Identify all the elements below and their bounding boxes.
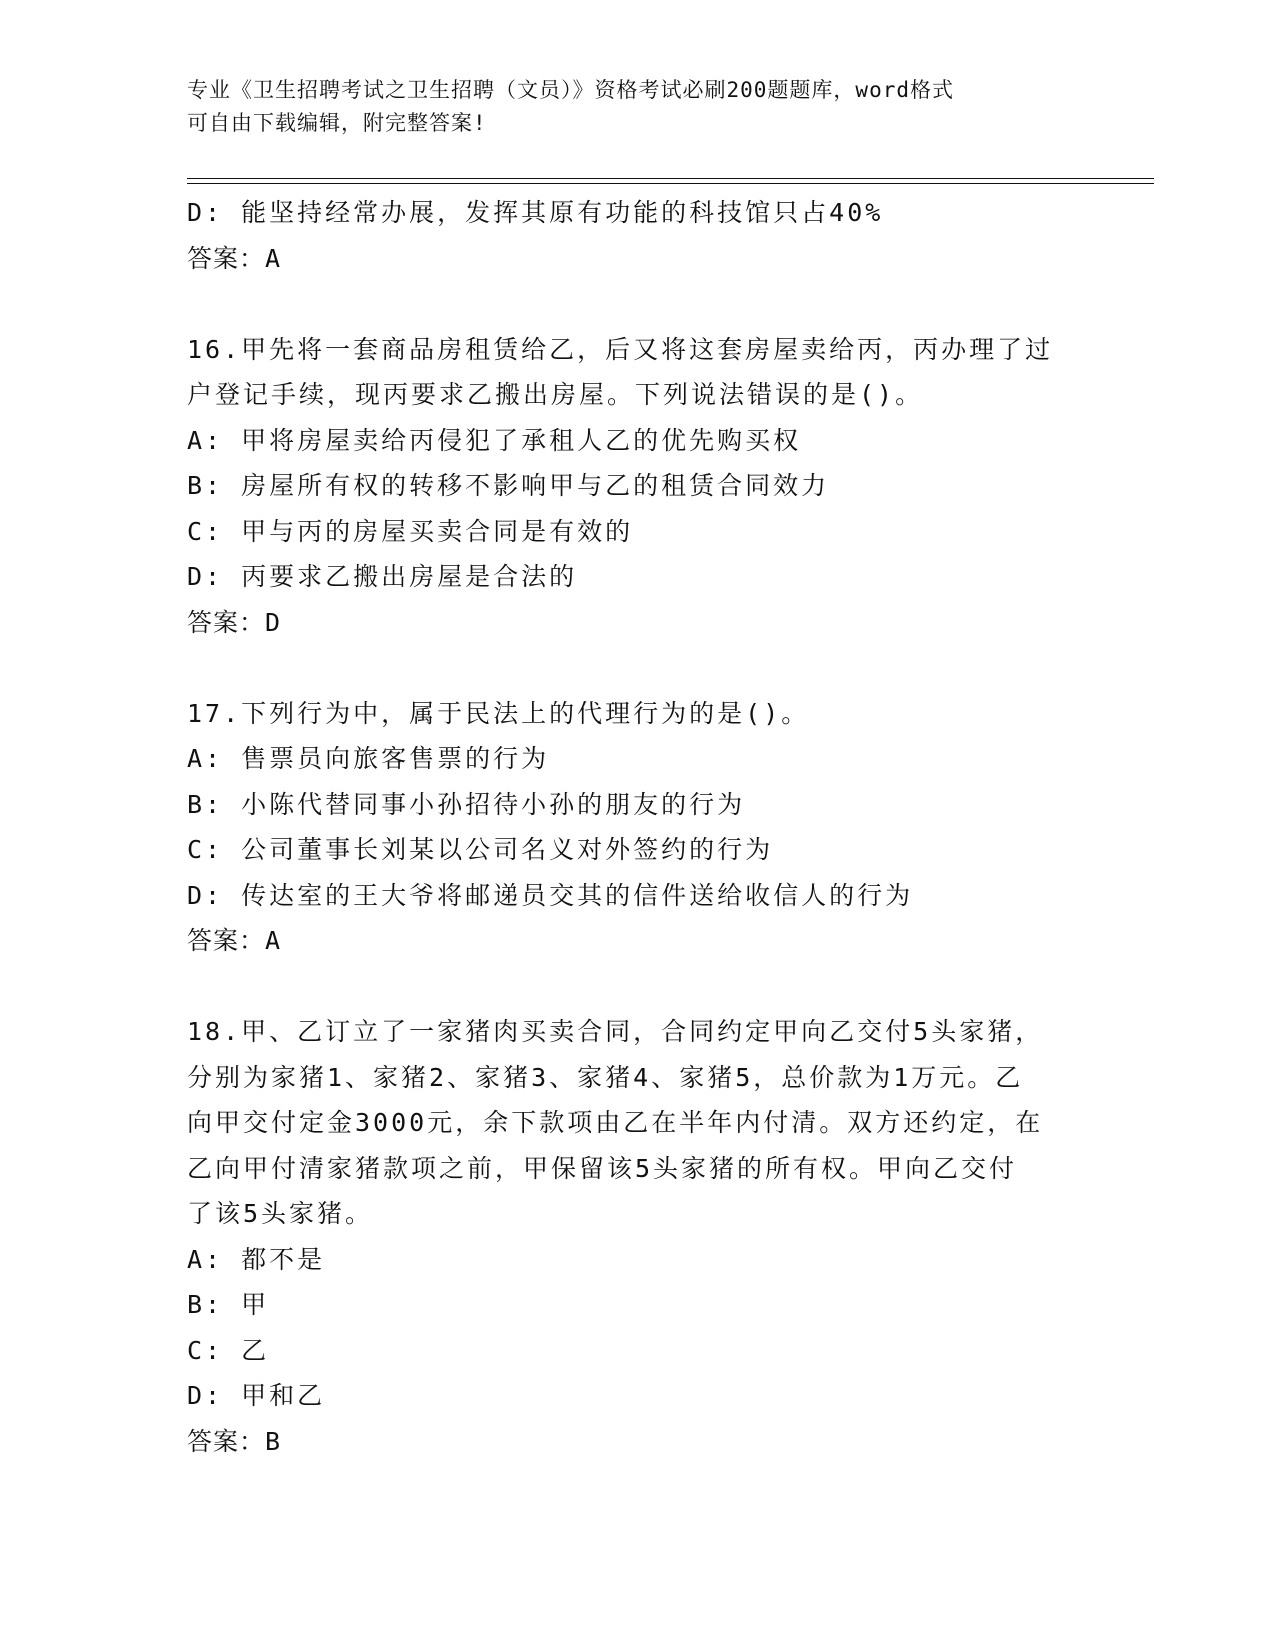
question-stem-line: 户登记手续，现丙要求乙搬出房屋。下列说法错误的是()。: [187, 380, 924, 409]
option-d: D: 丙要求乙搬出房屋是合法的: [187, 562, 578, 591]
answer-line: [187, 600, 1087, 646]
option-d: D: 甲和乙: [187, 1381, 326, 1410]
answer-label: 答案：: [187, 1426, 266, 1456]
question-stem-line: 向甲交付定金3000元，余下款项由乙在半年内付清。双方还约定，在: [187, 1108, 1044, 1137]
answer-value: B: [265, 1426, 282, 1456]
header-divider-top: [187, 178, 1154, 179]
question-stem-line: 17.下列行为中，属于民法上的代理行为的是()。: [187, 698, 810, 728]
question-17: [187, 691, 1087, 964]
question-stem-line: 18.甲、乙订立了一家猪肉买卖合同，合同约定甲向乙交付5头家猪，: [187, 1017, 1044, 1046]
answer-line: [187, 1419, 1087, 1465]
question-18: [187, 1009, 1087, 1464]
answer-label: 答案：: [187, 243, 266, 273]
answer-value: D: [265, 607, 282, 637]
option-c: C: 乙: [187, 1335, 270, 1365]
option-a: A: 甲将房屋卖给丙侵犯了承租人乙的优先购买权: [187, 425, 802, 455]
header-divider-bottom: [187, 183, 1154, 184]
option-c: C: 甲与丙的房屋买卖合同是有效的: [187, 516, 634, 546]
question-16: [187, 327, 1087, 646]
question-stem-line: 16.甲先将一套商品房租赁给乙，后又将这套房屋卖给丙，丙办理了过: [187, 334, 1054, 364]
question-stem-line: 分别为家猪1、家猪2、家猪3、家猪4、家猪5，总价款为1万元。乙: [187, 1062, 1024, 1092]
option-d: D: 能坚持经常办展，发挥其原有功能的科技馆只占40%: [187, 198, 884, 227]
option-a: A: 都不是: [187, 1244, 326, 1274]
question-stem-line: 乙向甲付清家猪款项之前，甲保留该5头家猪的所有权。甲向乙交付: [187, 1153, 1018, 1183]
answer-value: A: [265, 926, 282, 955]
option-b: B: 房屋所有权的转移不影响甲与乙的租赁合同效力: [187, 471, 830, 500]
answer-line: [187, 918, 1087, 964]
document-header: [187, 74, 1087, 140]
answer-label: 答案：: [187, 926, 266, 955]
option-b: B: 小陈代替同事小孙招待小孙的朋友的行为: [187, 789, 746, 819]
question-spacer: [187, 281, 1087, 327]
option-c: C: 公司董事长刘某以公司名义对外签约的行为: [187, 835, 774, 864]
question-stem-line: 了该5头家猪。: [187, 1199, 374, 1228]
question-list: [187, 190, 1087, 1464]
question-spacer: [187, 964, 1087, 1010]
question-spacer: [187, 645, 1087, 691]
header-title-line-1: 专业《卫生招聘考试之卫生招聘（文员）》资格考试必刷200题题库，word格式: [187, 78, 954, 102]
option-d: D: 传达室的王大爷将邮递员交其的信件送给收信人的行为: [187, 880, 914, 910]
question-carryover: [187, 190, 1087, 281]
answer-label: 答案：: [187, 607, 266, 637]
header-title-line-2: 可自由下载编辑，附完整答案!: [187, 111, 487, 135]
answer-value: A: [265, 243, 282, 273]
option-b: B: 甲: [187, 1290, 270, 1319]
answer-line: [187, 236, 1087, 282]
option-a: A: 售票员向旅客售票的行为: [187, 744, 550, 773]
